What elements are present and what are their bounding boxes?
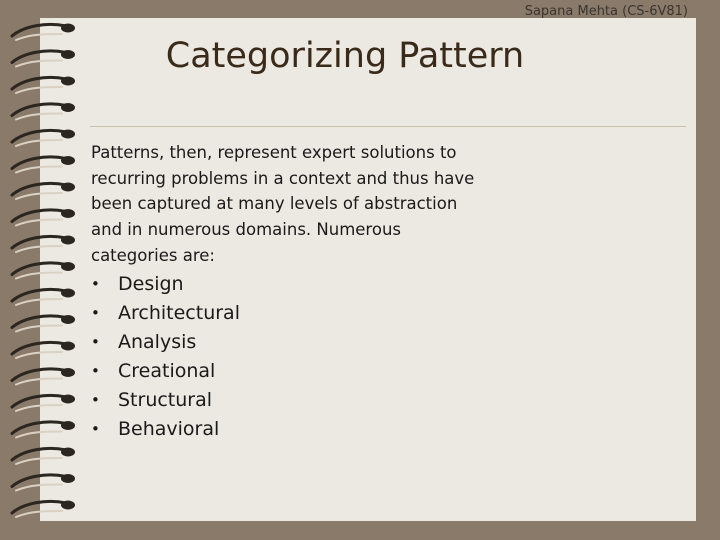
list-item	[91, 270, 240, 299]
category-list	[91, 270, 240, 444]
list-item	[91, 415, 240, 444]
binding-ring	[12, 421, 75, 438]
bullet-icon: •	[91, 275, 100, 293]
binding-ring	[12, 315, 75, 332]
list-item	[91, 386, 240, 415]
list-item-label: Design	[118, 273, 184, 295]
binding-ring	[12, 262, 75, 279]
list-item	[91, 328, 240, 357]
body-paragraph	[91, 140, 531, 269]
binding-ring	[12, 501, 75, 518]
bullet-icon: •	[91, 333, 100, 351]
bullet-icon: •	[91, 420, 100, 438]
binding-ring	[12, 474, 75, 491]
bullet-icon: •	[91, 362, 100, 380]
title-divider	[90, 126, 686, 127]
binding-ring	[12, 236, 75, 253]
body-line: and in numerous domains. Numerous	[91, 220, 402, 240]
bullet-icon: •	[91, 304, 100, 322]
body-line: Patterns, then, represent expert solutions to	[91, 143, 457, 162]
binding-ring	[12, 183, 75, 200]
binding-ring	[12, 289, 75, 306]
binding-ring	[12, 77, 75, 94]
body-line: categories are:	[91, 245, 215, 265]
binding-ring	[12, 103, 75, 120]
spiral-binding-icon	[6, 14, 84, 524]
body-line: been captured at many levels of abstraction	[91, 194, 458, 214]
list-item-label: Behavioral	[118, 418, 220, 440]
author-label: Sapana Mehta (CS-6V81)	[524, 4, 688, 19]
binding-ring	[12, 156, 75, 173]
body-line: recurring problems in a context and thus have	[91, 168, 475, 188]
binding-ring	[12, 368, 75, 385]
list-item-label: Architectural	[118, 302, 240, 324]
list-item-label: Structural	[118, 389, 213, 411]
binding-ring	[12, 342, 75, 359]
binding-ring	[12, 209, 75, 226]
list-item-label: Analysis	[118, 331, 197, 353]
list-item	[91, 357, 240, 386]
binding-ring	[12, 448, 75, 465]
binding-ring	[12, 395, 75, 412]
binding-ring	[12, 130, 75, 147]
list-item	[91, 299, 240, 328]
bullet-icon: •	[91, 391, 100, 409]
list-item-label: Creational	[118, 360, 216, 382]
slide-title: Categorizing Pattern	[165, 36, 525, 76]
